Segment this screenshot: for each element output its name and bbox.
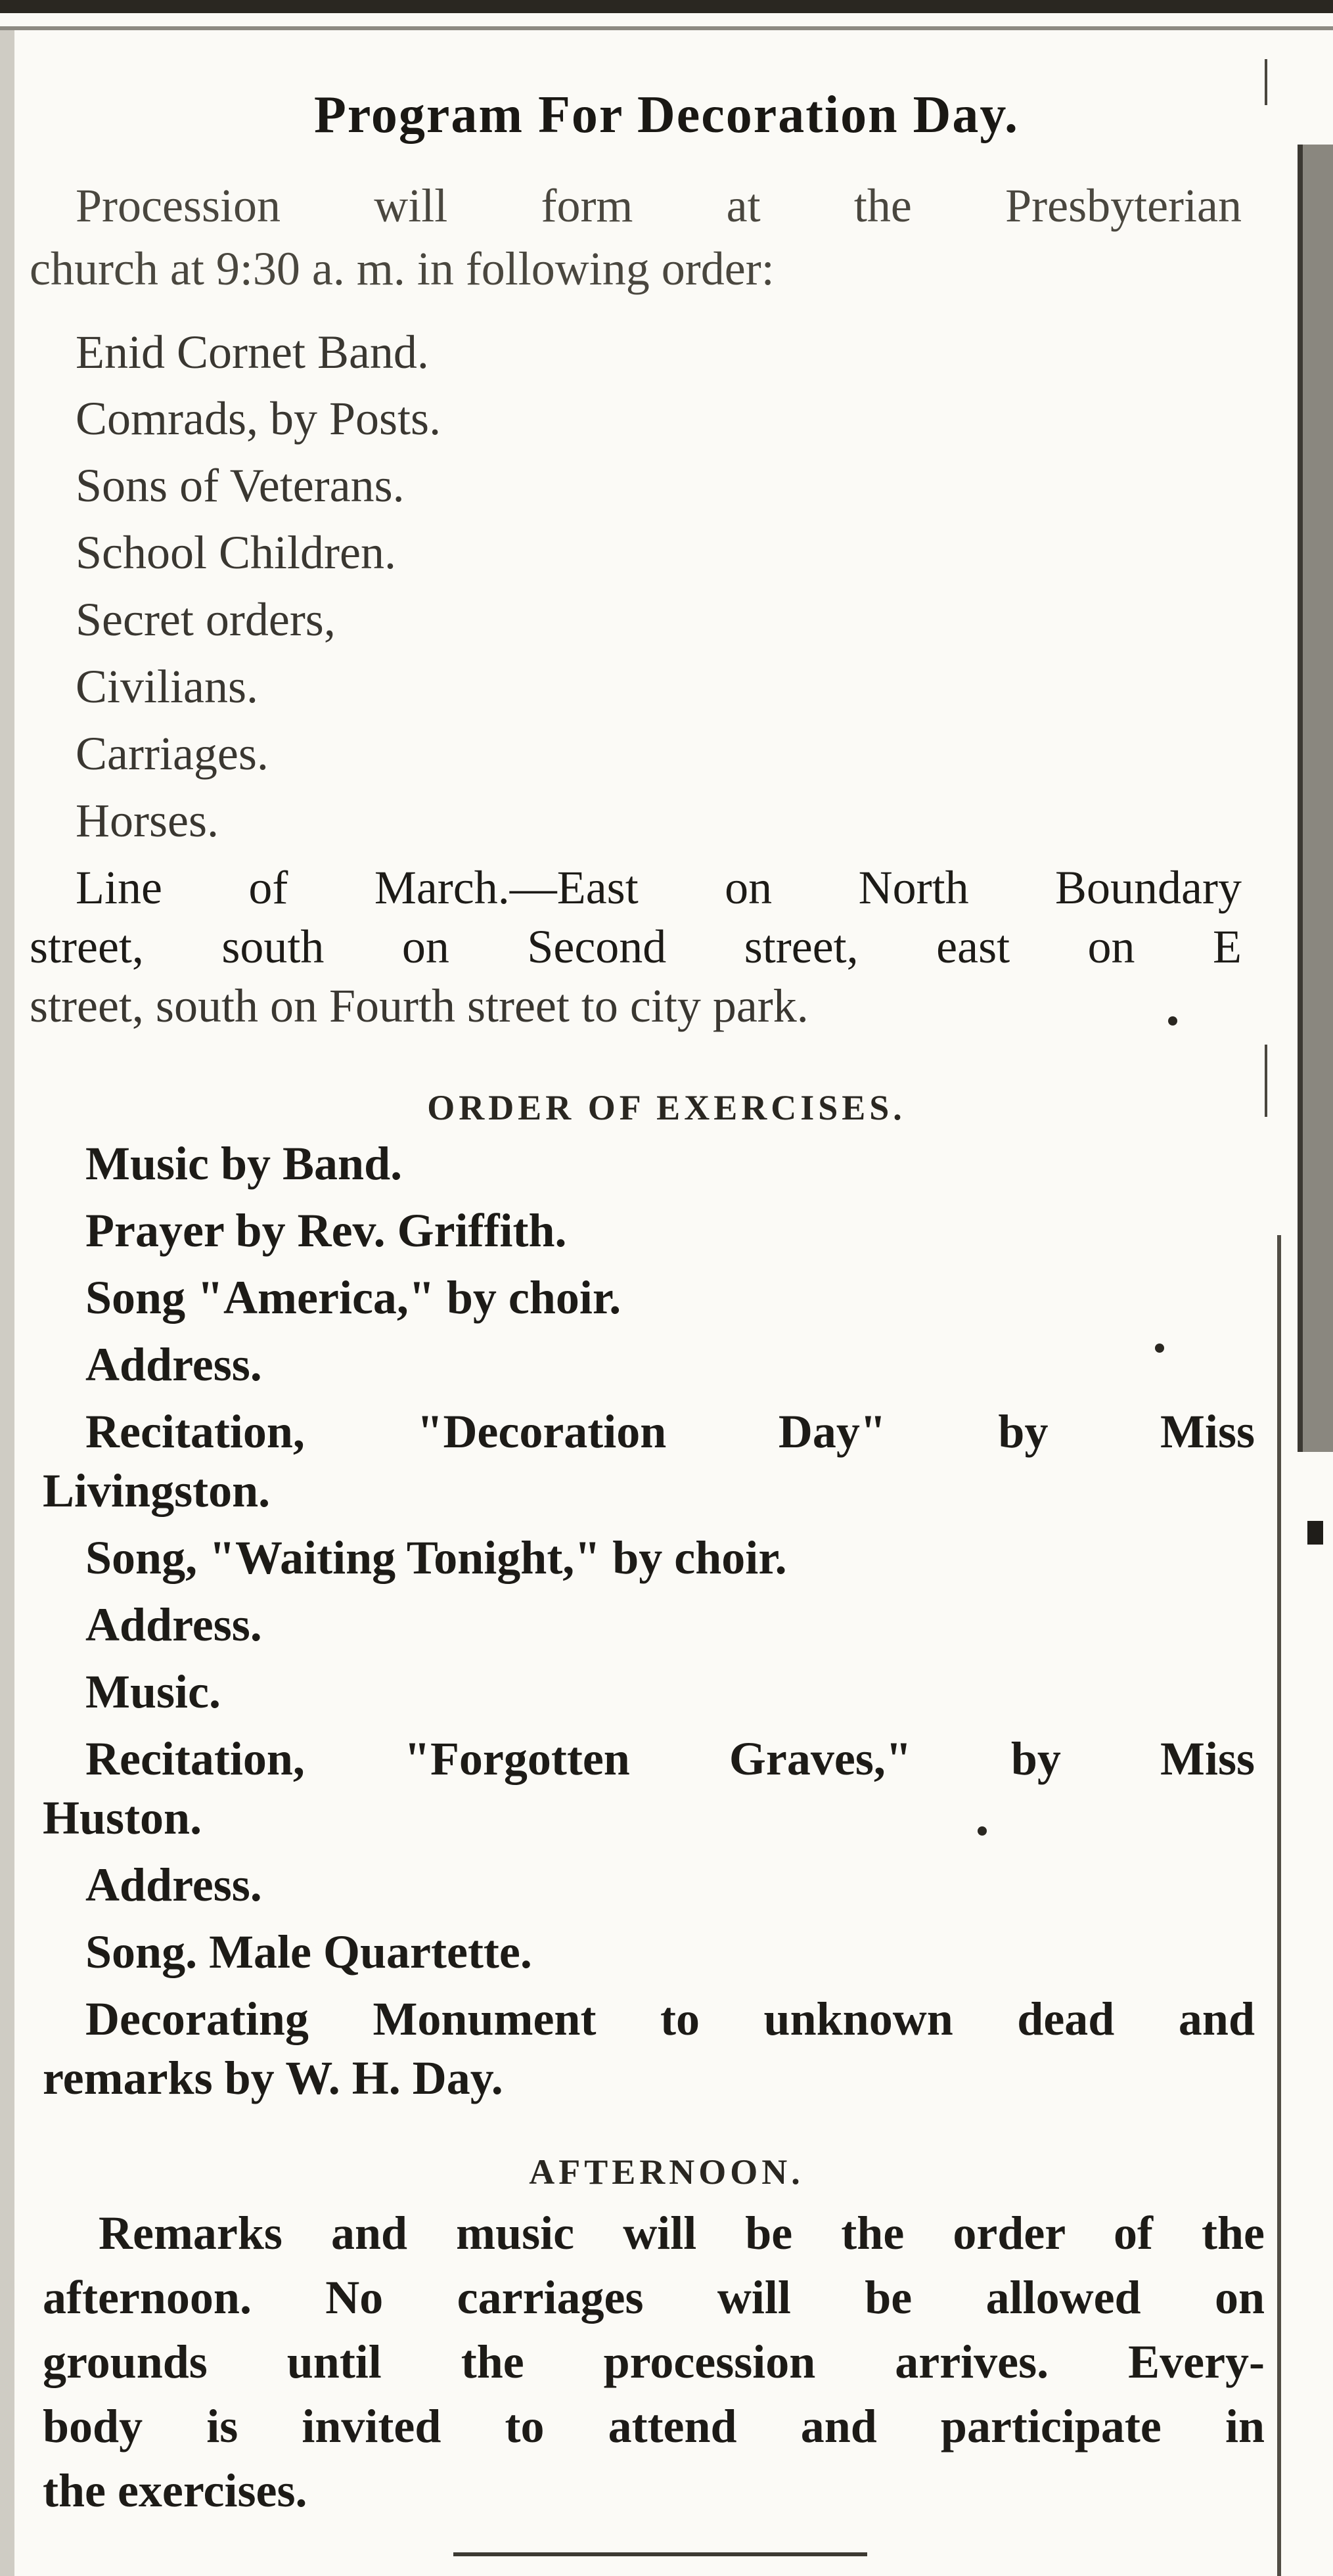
top-border-rule (0, 0, 1333, 13)
afternoon-line: the exercises. (43, 2464, 307, 2517)
afternoon-line: Remarks and music will be the order of the (99, 2207, 1265, 2259)
article-title: Program For Decoration Day. (313, 86, 1020, 144)
adjacent-column-mark (1307, 1521, 1323, 1545)
exercise-item: Huston. (43, 1792, 202, 1844)
exercise-item: remarks by W. H. Day. (43, 2052, 503, 2104)
exercise-item: Prayer by Rev. Griffith. (85, 1204, 567, 1257)
procession-item: Secret orders, (76, 593, 336, 646)
procession-item: Sons of Veterans. (76, 459, 405, 512)
ink-speck (1155, 1344, 1164, 1353)
intro-line: Procession will form at the Presbyterian (76, 179, 1242, 232)
exercise-item: Livingston. (43, 1464, 271, 1517)
afternoon-line: body is invited to attend and participate in (43, 2400, 1265, 2452)
exercise-item: Address. (85, 1598, 262, 1651)
procession-item: School Children. (76, 526, 396, 579)
procession-item: Horses. (76, 794, 219, 847)
exercise-item: Song "America," by choir. (85, 1271, 621, 1324)
line-of-march: street, south on Second street, east on E (30, 920, 1242, 973)
ink-speck (978, 1826, 987, 1836)
exercise-item: Decorating Monument to unknown dead and (85, 1993, 1255, 2045)
procession-item: Enid Cornet Band. (76, 326, 429, 378)
ink-speck (1168, 1016, 1177, 1026)
section-heading-exercises: ORDER OF EXERCISES. (427, 1088, 906, 1127)
exercise-item: Address. (85, 1338, 262, 1391)
top-thin-rule (0, 26, 1333, 30)
exercise-item: Recitation, "Forgotten Graves," by Miss (85, 1732, 1255, 1785)
exercise-item: Address. (85, 1859, 262, 1911)
line-of-march: Line of March.—East on North Boundary (76, 861, 1242, 914)
adjacent-column-fragment (1298, 145, 1333, 1452)
section-heading-afternoon: AFTERNOON. (529, 2152, 804, 2192)
closing-rule (453, 2552, 867, 2556)
exercise-item: Song. Male Quartette. (85, 1926, 532, 1978)
line-of-march: street, south on Fourth street to city park. (30, 980, 809, 1032)
exercise-item: Music by Band. (85, 1137, 403, 1190)
left-column-edge (0, 30, 14, 2576)
adjacent-column-edge (1298, 145, 1303, 1452)
exercise-item: Music. (85, 1665, 221, 1718)
exercise-item: Recitation, "Decoration Day" by Miss (85, 1405, 1255, 1458)
afternoon-line: grounds until the procession arrives. Every- (43, 2336, 1265, 2388)
column-divider-rule (1277, 1235, 1281, 2576)
procession-item: Comrads, by Posts. (76, 392, 441, 445)
exercise-item: Song, "Waiting Tonight," by choir. (85, 1531, 787, 1584)
afternoon-line: afternoon. No carriages will be allowed on (43, 2271, 1265, 2324)
procession-item: Civilians. (76, 660, 259, 713)
intro-line: church at 9:30 a. m. in following order: (30, 242, 775, 295)
procession-item: Carriages. (76, 727, 269, 780)
